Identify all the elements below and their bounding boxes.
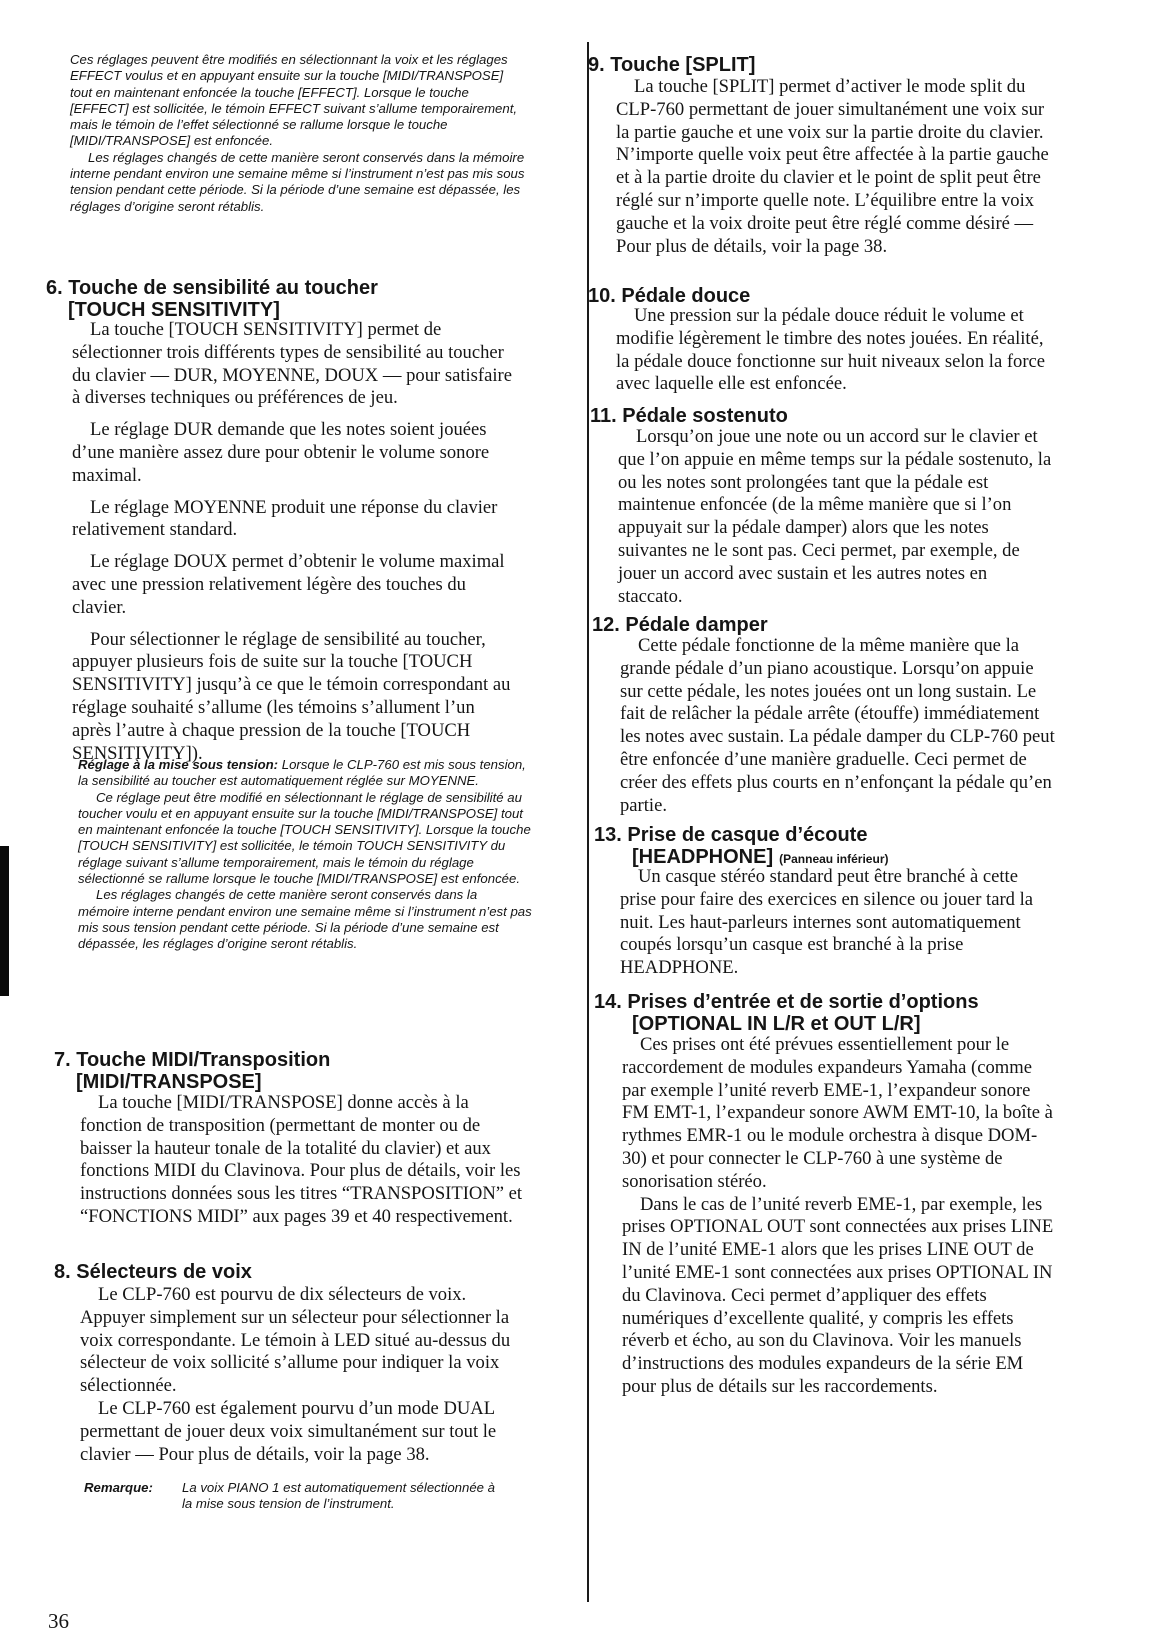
remark-label: Remarque: (84, 1480, 153, 1495)
section-9-heading (588, 54, 755, 76)
section-9-body (616, 76, 1054, 267)
paragraph: Lorsqu’on joue une note ou un accord sur le clavier et que l’on appuie en même temps sur la pédale sostenuto, la ou les notes sont prolongées tant que la pédale est maintenue enfoncée (de la même manière que si l’on appuyait sur la pédale damper) alors que les notes suivantes ne le sont pas. Ceci permet, par exemple, de jouer un accord avec sustain et les autres notes en staccato. (618, 426, 1052, 607)
column-divider (587, 42, 589, 1602)
section-14-heading (594, 991, 979, 1035)
paragraph: Un casque stéréo standard peut être branché à cette prise pour faire des exercices en silence ou jouer tard la nuit. Les haut-parleurs internes sont automatiquement coupés lorsqu’un casque est branché à la prise HEADPHONE. (620, 866, 1034, 979)
section-7-body (80, 1092, 526, 1238)
section-10-heading (588, 285, 750, 307)
paragraph: Une pression sur la pédale douce réduit le volume et modifie légèrement le timbre des notes jouées. En réalité, la pédale douce fonctionne sur huit niveaux selon la force avec laquelle elle est enfoncée. (616, 305, 1046, 395)
section-8-heading (54, 1261, 252, 1283)
section-9-title: 9. Touche [SPLIT] (588, 54, 756, 76)
section-10-body (616, 305, 1054, 405)
section-13-subtitle: [HEADPHONE] (632, 846, 774, 868)
paragraph: Le CLP-760 est également pourvu d’un mode DUAL permettant de jouer deux voix simultanément sur tout le clavier — Pour plus de détails, voir la page 38. (80, 1397, 497, 1465)
section-12-title: 12. Pédale damper (592, 614, 768, 636)
note-paragraph: Les réglages changés de cette manière seront conservés dans la mémoire interne pendant environ une semaine même si l’instrument n’est pas mis sous tension pendant cette période. Si la période d’une semaine est dépassée, les réglages d’origine seront rétablis. (70, 149, 525, 214)
section-11-body (618, 426, 1056, 617)
section-10-title: 10. Pédale douce (588, 285, 751, 307)
paragraph: Ces prises ont été prévues essentiellement pour le raccordement de modules expandeurs Yamaha (comme par exemple l’unité reverb EME-1, l’expandeur sonore FM EMT-1, l’expandeur sonore AWM EMT-10, la boîte à rythmes EMR-1 ou le module orchestra à disque DOM-30) et pour connecter le CLP-760 à une système de sonorisation stéréo. (622, 1034, 1053, 1192)
section-7-heading (54, 1049, 330, 1093)
effect-settings-note (70, 52, 526, 215)
paragraph: Le CLP-760 est pourvu de dix sélecteurs de voix. Appuyer simplement sur un sélecteur pour sélectionner la voix correspondante. Le témoin à LED situé au-dessus du sélecteur de voix sollicité s’allume pour indiquer la voix sélectionnée. (80, 1284, 511, 1397)
section-7-title: 7. Touche MIDI/Transposition (54, 1049, 331, 1071)
note-label: Réglage à la mise sous tension: (78, 757, 279, 772)
section-14-subtitle: [OPTIONAL IN L/R et OUT L/R] (632, 1013, 921, 1035)
paragraph: Dans le cas de l’unité reverb EME-1, par exemple, les prises OPTIONAL OUT sont connectées aux prises LINE IN de l’unité EME-1 alors que les prises LINE OUT de l’unité EME-1 sont connectées aux prises OPTIONAL IN du Clavinova. Ceci permet d’appliquer des effets numériques d’excellente qualité, y compris les effets réverb et écho, au son du Clavinova. Voir les manuels d’instructions des modules expandeurs de la série EM pour plus de détails sur les raccordements. (622, 1193, 1054, 1397)
paragraph: Le réglage MOYENNE produit une réponse du clavier relativement standard. (72, 496, 498, 541)
section-14-title: 14. Prises d’entrée et de sortie d’options (594, 991, 979, 1013)
note-paragraph: Ces réglages peuvent être modifiés en sélectionnant la voix et les réglages EFFECT voulus et en appuyant ensuite sur la touche [MIDI/TRANSPOSE] tout en maintenant enfoncée la touche [EFFECT]. Lorsque le touche [EFFECT] est sollicitée, le témoin EFFECT suivant s’allume temporairement, mais le témoin de l’effet sélectionné se rallume lorsque le touche [MIDI/TRANSPOSE] est enfoncée. (70, 52, 518, 149)
section-14-body (622, 1034, 1058, 1399)
paragraph: La touche [TOUCH SENSITIVITY] permet de sélectionner trois différents types de sensibilité au toucher du clavier — DUR, MOYENNE, DOUX — pour satisfaire à diverses techniques ou préférences de jeu. (72, 319, 512, 409)
section-8-title: 8. Sélecteurs de voix (54, 1261, 252, 1283)
paragraph: Le réglage DUR demande que les notes soient jouées d’une manière assez dure pour obtenir le volume sonore maximal. (72, 419, 490, 486)
power-on-setting-note (78, 757, 532, 953)
section-7-subtitle: [MIDI/TRANSPOSE] (76, 1071, 262, 1093)
section-6-body (72, 319, 518, 774)
section-13-body (620, 866, 1058, 989)
paragraph: Pour sélectionner le réglage de sensibilité au toucher, appuyer plusieurs fois de suite sur la touche [TOUCH SENSITIVITY] jusqu’à ce que le témoin correspondant au réglage souhaité s’allume (les témoins s’allument l’un après l’autre à chaque pression de la touche [TOUCH SENSITIVITY]). (72, 628, 511, 764)
note-paragraph: Les réglages changés de cette manière seront conservés dans la mémoire interne pendant environ une semaine même si l’instrument n’est pas mis sous tension pendant cette période. Si la période d’une semaine est dépassée, les réglages d’origine seront rétablis. (78, 887, 532, 952)
section-13-subtitle-note: (Panneau inférieur) (779, 852, 889, 866)
remark-note (84, 1480, 524, 1530)
section-13-heading (594, 824, 888, 870)
paragraph: La touche [SPLIT] permet d’activer le mode split du CLP-760 permettant de jouer simultanément une voix sur la partie gauche et une voix sur la partie droite du clavier. N’importe quelle voix peut être affectée à la partie gauche et à la partie droite du clavier et le point de split peut être réglé sur n’importe quelle note. L’équilibre entre la voix gauche et la voix droite peut être réglé comme désiré — Pour plus de détails, voir la page 38. (616, 76, 1049, 257)
section-11-title: 11. Pédale sostenuto (590, 405, 788, 427)
section-8-body (80, 1284, 526, 1466)
remark-text: La voix PIANO 1 est automatiquement sélectionnée à la mise sous tension de l’instrument. (182, 1480, 496, 1512)
section-12-body (620, 635, 1058, 826)
note-paragraph: Ce réglage peut être modifié en sélectionnant le réglage de sensibilité au toucher voulu et en appuyant ensuite sur la touche [MIDI/TRANSPOSE] tout en maintenant enfoncée la touche [TOUCH SENSITIVITY]. Lorsque la touche [TOUCH SENSITIVITY] est sollicitée, le témoin TOUCH SENSITIVITY du réglage suivant s’allume temporairement, mais le témoin du réglage sélectionné se rallume lorsque le touche [MIDI/TRANSPOSE] est enfoncée. (78, 789, 531, 887)
page-number: 36 (48, 1609, 69, 1633)
section-11-heading (590, 405, 788, 427)
section-13-title: 13. Prise de casque d’écoute (594, 824, 868, 846)
section-6-heading (46, 277, 378, 321)
note-text: Lorsque le CLP-760 est mis sous tension, la sensibilité au toucher est automatiquement réglée sur MOYENNE. (78, 757, 526, 789)
section-6-subtitle: [TOUCH SENSITIVITY] (68, 299, 280, 321)
section-edge-marker (0, 846, 9, 996)
section-12-heading (592, 614, 768, 636)
paragraph: Le réglage DOUX permet d’obtenir le volume maximal avec une pression relativement légère des touches du clavier. (72, 551, 505, 618)
paragraph: Cette pédale fonctionne de la même manière que la grande pédale d’un piano acoustique. Lorsqu’on appuie sur cette pédale, les notes jouées ont un long sustain. Le fait de relâcher la pédale arrête (étouffe) immédiatement les notes avec sustain. La pédale damper du CLP-760 peut être enfoncée d’une manière graduelle. Ceci permet de créer des effets plus courts en n’enfonçant la pédale qu’en partie. (620, 635, 1055, 816)
paragraph: La touche [MIDI/TRANSPOSE] donne accès à la fonction de transposition (permettant de monter ou de baisser la hauteur tonale de la totalité du clavier) et aux fonctions MIDI du Clavinova. Pour plus de détails, voir les instructions données sous les titres “TRANSPOSITION” et “FONCTIONS MIDI” aux pages 39 et 40 respectivement. (80, 1092, 523, 1227)
section-6-title: 6. Touche de sensibilité au toucher (46, 277, 378, 299)
